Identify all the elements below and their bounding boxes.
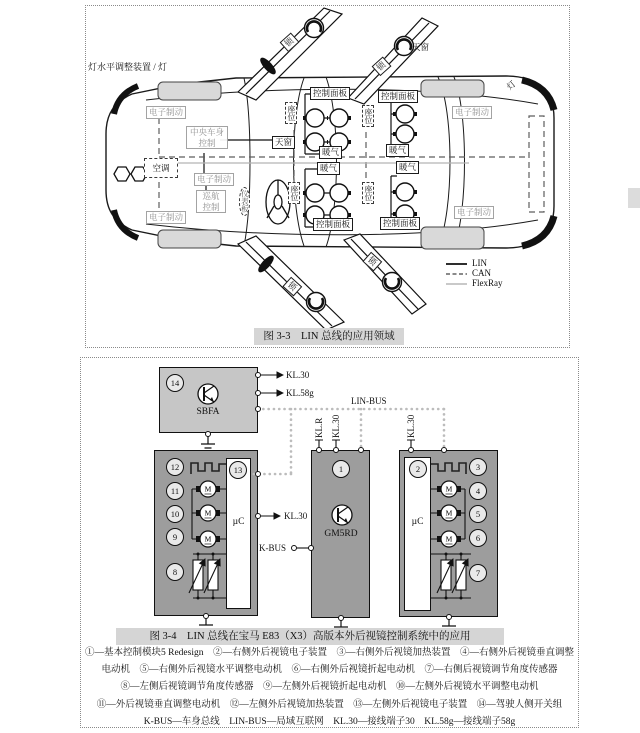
legend-can-label: CAN: [472, 268, 492, 278]
kl30-left-module-label: KL.30: [284, 511, 308, 521]
label-lock-front-left: 锁: [280, 33, 299, 52]
label-control-panel-4: 控制面板: [380, 217, 420, 230]
figure-3-4-caption: 图 3-4 LIN 总线在宝马 E83（X3）高版本外后视镜控制系统中的应用: [116, 628, 504, 645]
figure-3-4-mirror-control-system: [80, 357, 579, 728]
label-heater-3: 暖气: [386, 144, 409, 157]
page-edge-artifact: [628, 188, 640, 208]
node-5-right-horizontal-motor: 5: [469, 505, 487, 523]
label-lock-front-right: 锁: [283, 277, 302, 296]
label-seat-rear-right: 座位: [362, 182, 374, 204]
label-lock-rear-right: 锁: [363, 252, 382, 271]
svg-text:M: M: [204, 484, 212, 494]
node-1-basic-control-module: 1: [332, 460, 350, 478]
node-3-right-mirror-heater: 3: [469, 458, 487, 476]
node-4-right-vertical-motor: 4: [469, 482, 487, 500]
kl58g-sbfa-label: KL.58g: [286, 388, 314, 398]
label-instrument-panel: 仪表板: [239, 187, 250, 216]
label-electronic-brake-rear-right: 电子制动: [454, 206, 494, 219]
gm5rd-label: GM5RD: [324, 529, 358, 539]
uc-right-label: µC: [411, 517, 424, 527]
label-lock-rear-left: 锁: [372, 57, 391, 76]
label-sunroof: 天窗: [272, 136, 295, 149]
transistor-icon-gm5rd: [332, 505, 352, 525]
left-angle-sensors: [189, 553, 220, 600]
label-sunroof-door: 天窗: [412, 42, 430, 52]
node-8-left-angle-sensor: 8: [166, 563, 184, 581]
node-11-vertical-adjust-motor: 11: [166, 482, 184, 500]
svg-text:M: M: [204, 508, 212, 518]
sbfa-label: SBFA: [196, 407, 220, 417]
label-electronic-brake-front-right: 电子制动: [452, 106, 492, 119]
legend-lin-label: LIN: [472, 258, 487, 268]
svg-text:M: M: [204, 534, 212, 544]
legend-flexray-label: FlexRay: [472, 278, 503, 288]
k-bus-label: K-BUS: [259, 543, 287, 553]
label-central-body-control: 中央车身控制: [186, 126, 228, 149]
figure-3-3-lin-application-areas: [85, 5, 570, 348]
klr-gm5rd-label: KL.R: [314, 417, 324, 438]
transistor-icon-sbfa: [198, 384, 218, 404]
figure-3-3-caption: 图 3-3 LIN 总线的应用领域: [254, 328, 404, 345]
right-angle-sensors: [437, 553, 468, 600]
node-6-right-fold-motor: 6: [469, 529, 487, 547]
left-heater-element: [191, 463, 226, 474]
steering-wheel: [266, 180, 290, 224]
node-14-driver-switch-group: 14: [166, 374, 184, 392]
label-seat-front-right: 座位: [362, 105, 374, 127]
svg-text:M: M: [445, 534, 453, 544]
legend-samples: [446, 264, 467, 284]
figure-3-4-key-line-4: ⑪—外后视镜垂直调整电动机 ⑫—左侧外后视镜加热装置 ⑬—左侧外后视镜电子装置 ⑭—驾驶人侧开关组: [96, 700, 563, 710]
label-cruise-control: 巡航控制: [196, 190, 226, 213]
label-light-rear: 灯: [504, 78, 518, 92]
label-seat-rear-left: 座位: [288, 182, 300, 204]
label-electronic-brake-rear-left: 电子制动: [146, 211, 186, 224]
figure-3-4-key-line-5: K-BUS—车身总线 LIN-BUS—局域互联网 KL.30—接线端子30 KL.58g—接线端子58g: [143, 717, 516, 727]
kl30-sbfa-label: KL.30: [286, 370, 310, 380]
label-control-panel-1: 控制面板: [310, 87, 350, 100]
node-9-left-fold-motor: 9: [166, 528, 184, 546]
svg-text:M: M: [445, 484, 453, 494]
figure-3-4-key-line-1: ①—基本控制模块5 Redesign ②—右侧外后视镜电子装置 ③—右侧外后视镜加热装置 ④—右侧外后视镜垂直调整: [85, 648, 574, 658]
label-heater-4: 暖气: [396, 161, 419, 174]
label-electronic-brake-center: 电子制动: [194, 173, 234, 186]
right-heater-element: [431, 463, 466, 474]
label-electronic-brake-front-left: 电子制动: [146, 106, 186, 119]
label-heater-1: 暖气: [319, 146, 342, 159]
node-2-right-mirror-electronics: 2: [409, 460, 427, 478]
node-12-left-mirror-heater: 12: [166, 458, 184, 476]
figure-3-4-key-line-3: ⑧—左侧后视镜调节角度传感器 ⑨—左侧外后视镜折起电动机 ⑩—左侧外后视镜水平调整电动机: [120, 682, 539, 692]
kl30-right-module-label: KL.30: [406, 414, 416, 438]
label-control-panel-2: 控制面板: [313, 218, 353, 231]
svg-text:M: M: [445, 508, 453, 518]
kl30-gm5rd-label: KL.30: [331, 414, 341, 438]
label-seat-front-left: 座位: [285, 102, 297, 124]
figure-3-4-key-line-2: 电动机 ⑤—右侧外后视镜水平调整电动机 ⑥—右侧外后视镜折起电动机 ⑦—右侧后视镜调节角度传感器: [101, 665, 558, 675]
label-control-panel-3: 控制面板: [378, 90, 418, 103]
label-heater-2: 暖气: [317, 162, 340, 175]
uc-left-label: µC: [232, 517, 245, 527]
node-13-left-mirror-electronics: 13: [229, 461, 247, 479]
lin-bus-label: LIN-BUS: [351, 396, 387, 406]
headlight-leveling-note: 灯水平调整装置 / 灯: [88, 62, 168, 72]
node-10-left-horizontal-motor: 10: [166, 505, 184, 523]
node-7-right-angle-sensor: 7: [469, 564, 487, 582]
label-air-conditioning: 空调: [144, 158, 178, 178]
